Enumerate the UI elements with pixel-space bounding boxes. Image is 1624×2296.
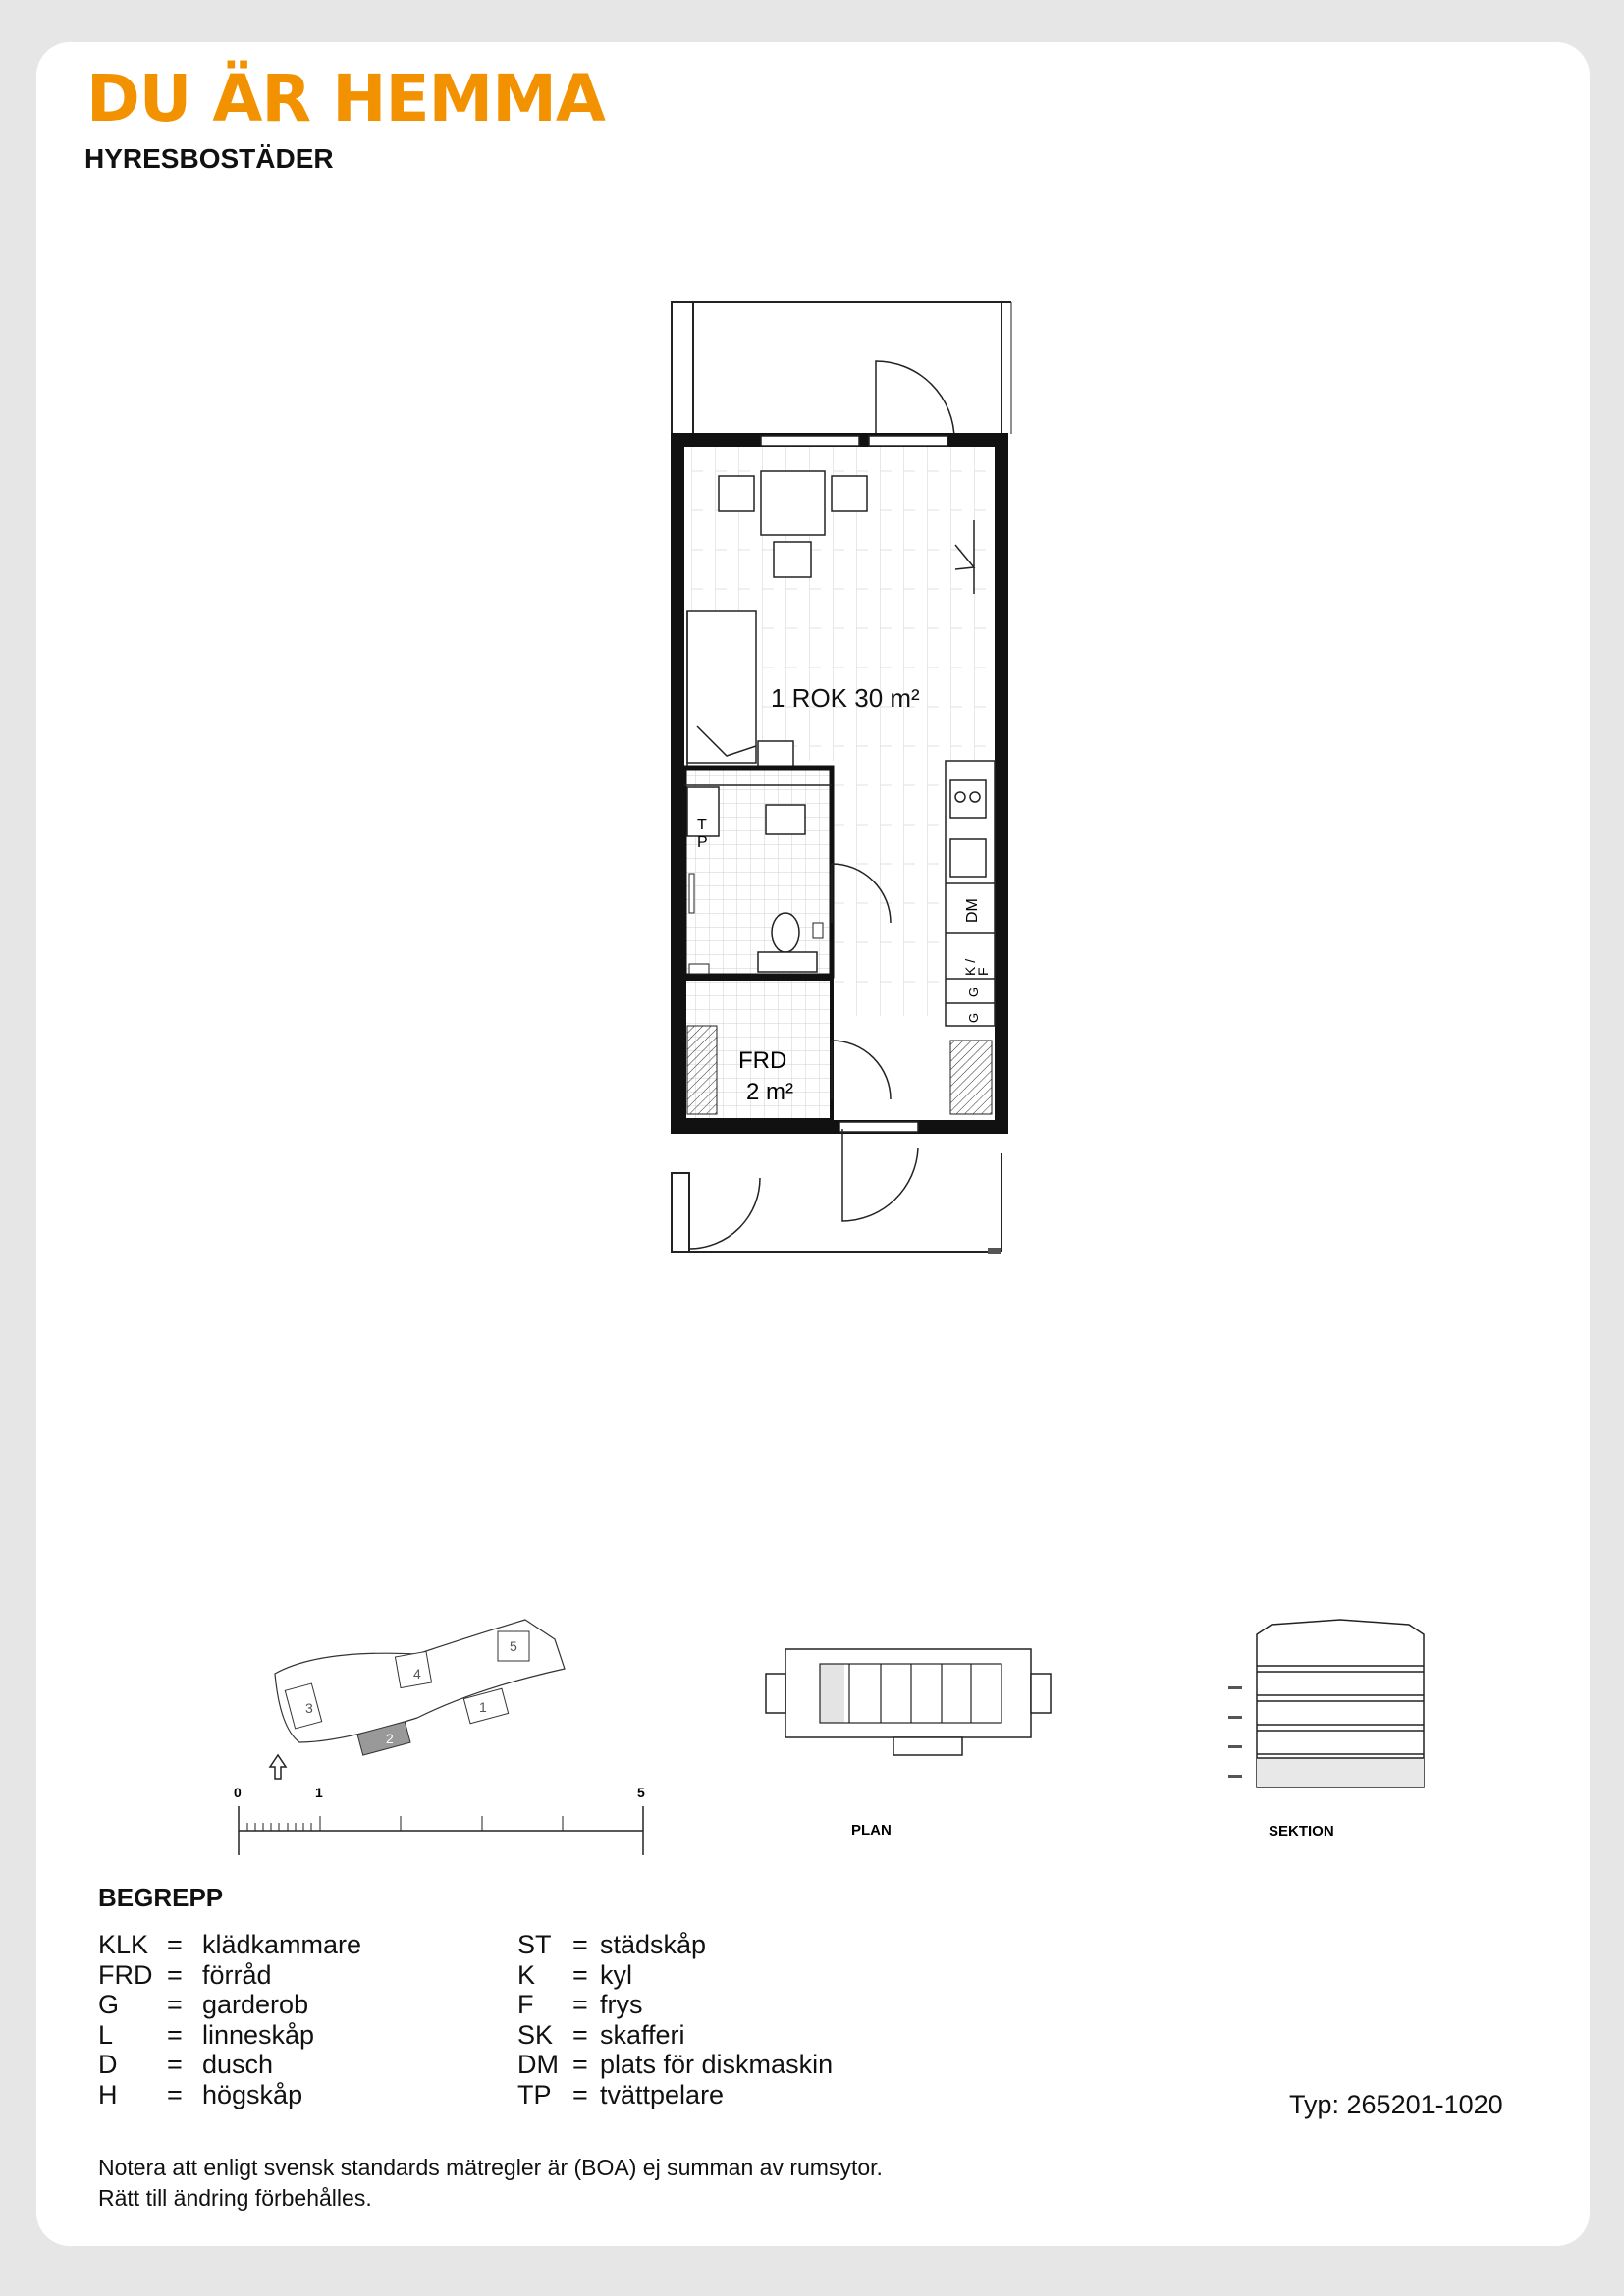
scale-bar [231, 1782, 663, 1860]
wardrobe-g-1: G [966, 987, 981, 997]
scale-label-1: 1 [315, 1785, 323, 1800]
note-line: Notera att enligt svensk standards mätregler är (BOA) ej summan av rumsytor. [98, 2155, 883, 2180]
glossary-desc: plats för diskmaskin [600, 2050, 834, 2079]
glossary-eq: = [572, 1959, 588, 1990]
glossary-abbr: F [517, 1990, 534, 2019]
glossary-row [98, 2020, 361, 2051]
glossary-eq: = [167, 1959, 183, 1990]
glossary-eq: = [167, 2079, 183, 2109]
brand-title: DU ÄR HEMMA [86, 61, 605, 136]
glossary-row [98, 1960, 361, 1991]
glossary-abbr: G [98, 1990, 120, 2019]
balcony-top [672, 302, 1011, 440]
glossary-row [98, 2080, 361, 2110]
glossary-eq: = [167, 1930, 183, 1959]
main-room-label: 1 ROK 30 m² [771, 683, 920, 713]
glossary-eq: = [572, 2019, 588, 2050]
wardrobe-g-2: G [966, 1012, 981, 1023]
site-building-4: 4 [413, 1666, 421, 1682]
plan-thumb-highlight [820, 1664, 844, 1723]
glossary-row [98, 1990, 361, 2020]
plan-thumbnail [761, 1644, 1065, 1841]
glossary-row [98, 1930, 361, 1960]
glossary-row [517, 1960, 833, 1991]
glossary-eq: = [572, 2079, 588, 2109]
glossary-desc: kyl [600, 1959, 632, 1990]
floor-plan [668, 294, 1021, 1296]
scale-label-5: 5 [637, 1785, 645, 1800]
scale-label-0: 0 [234, 1785, 242, 1800]
glossary-abbr: DM [517, 2050, 559, 2079]
glossary-desc: frys [600, 1990, 643, 2019]
glossary-abbr: H [98, 2079, 118, 2109]
glossary-desc: klädkammare [202, 1930, 362, 1959]
glossary-right [517, 1930, 833, 2109]
type-code: Typ: 265201-1020 [1289, 2090, 1503, 2119]
section-thumbnail [1222, 1615, 1448, 1841]
glossary-row [517, 2080, 833, 2110]
glossary-eq: = [167, 2019, 183, 2050]
brand-subtitle: HYRESBOSTÄDER [84, 143, 334, 174]
site-plan [231, 1610, 584, 1787]
glossary-eq: = [167, 2050, 183, 2079]
glossary-row [517, 1990, 833, 2020]
laundry-p: P [697, 834, 708, 851]
glossary-abbr: SK [517, 2019, 554, 2050]
site-building-2: 2 [386, 1731, 394, 1746]
notes [98, 2153, 883, 2214]
freezer-label: F [975, 967, 991, 976]
balcony-bottom [672, 1153, 1001, 1254]
glossary-desc: tvättpelare [600, 2079, 725, 2109]
glossary-abbr: ST [517, 1930, 552, 1959]
glossary-eq: = [572, 1930, 588, 1959]
north-arrow-icon [270, 1755, 286, 1779]
glossary-abbr: L [98, 2019, 114, 2050]
begrepp-title: BEGREPP [98, 1883, 224, 1912]
glossary-desc: skafferi [600, 2019, 685, 2050]
glossary-desc: garderob [202, 1990, 309, 2019]
glossary-row [98, 2050, 361, 2080]
glossary-eq: = [167, 1990, 183, 2019]
section-highlight [1257, 1758, 1424, 1787]
kitchen-counter [946, 761, 995, 1026]
plan-thumb-label: PLAN [851, 1822, 892, 1839]
section-thumb-label: SEKTION [1269, 1823, 1334, 1840]
glossary-desc: linneskåp [202, 2019, 315, 2050]
note-line: Rätt till ändring förbehålles. [98, 2185, 372, 2211]
laundry-t: T [697, 817, 707, 833]
glossary-desc: dusch [202, 2050, 274, 2079]
storage-area: 2 m² [746, 1079, 793, 1105]
glossary-eq: = [572, 1990, 588, 2019]
glossary-left [98, 1930, 361, 2109]
site-building-5: 5 [510, 1638, 517, 1654]
storage-label: FRD [738, 1047, 787, 1074]
site-building-1: 1 [479, 1699, 487, 1715]
fridge-label: K / [962, 958, 978, 976]
glossary-desc: städskåp [600, 1930, 707, 1959]
glossary-abbr: TP [517, 2079, 552, 2109]
glossary-desc: högskåp [202, 2079, 303, 2109]
glossary-row [517, 1930, 833, 1960]
glossary-abbr: KLK [98, 1930, 149, 1959]
glossary-abbr: FRD [98, 1959, 153, 1990]
glossary-row [517, 2020, 833, 2051]
dishwasher-label: DM [964, 898, 981, 923]
site-building-3: 3 [305, 1700, 313, 1716]
glossary-abbr: D [98, 2050, 118, 2079]
glossary-abbr: K [517, 1959, 536, 1990]
glossary-eq: = [572, 2050, 588, 2079]
glossary-row [517, 2050, 833, 2080]
glossary-desc: förråd [202, 1959, 272, 1990]
